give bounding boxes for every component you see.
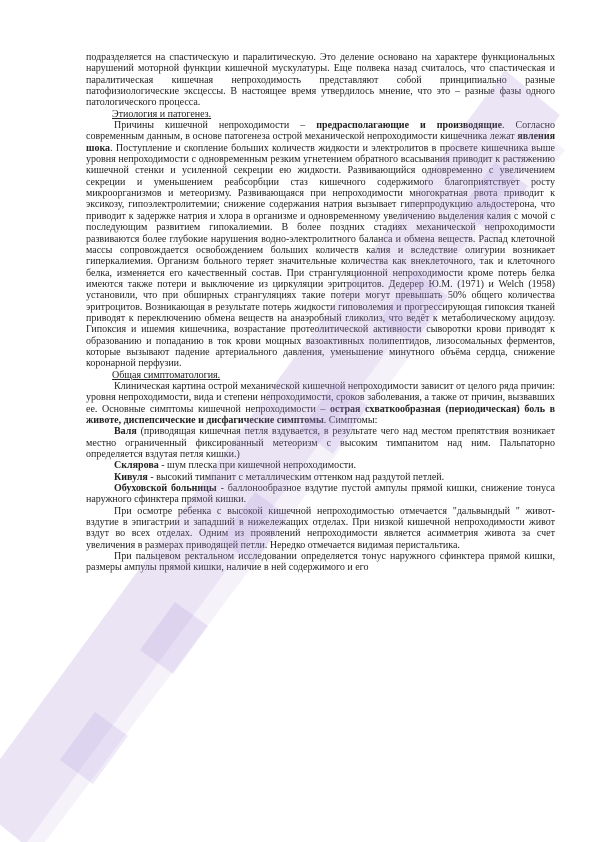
text-run: Клиническая картина острой механической кишечной непроходимости зависит от целого ряда причин: уровня непроходимости, вида и степени непроходимости, сроков заболевания, а также от причин, вызвавших ее. Основные симптомы кишечной непроходимости – — [86, 380, 555, 415]
section-heading-etiology: Этиология и патогенез. — [112, 108, 212, 120]
symptom-paragraph — [86, 426, 555, 460]
symptom-name: Валя — [114, 426, 137, 438]
paragraph: подразделяется на спастическую и паралитическую. Это деление основано на характере функциональных нарушений моторной функции кишечной мускулатуры. Еще полвека назад считалось, что спастическая и паралитическая кишечная непроходимость представляют собой принципиально разные патофизиологические экcцессы. В настоящее время утвердилось мнение, что это – разные фазы одного патологического процесса. — [86, 52, 555, 109]
section-heading-symptoms: Общая симптоматология. — [112, 369, 221, 381]
text-run: - высокий тимпанит с металлическим оттенком над раздутой петлей. — [147, 471, 445, 483]
document-body — [86, 52, 555, 574]
text-run: . Симптомы: — [323, 415, 378, 426]
symptom-paragraph — [86, 483, 555, 506]
watermark-letter-2 — [140, 602, 208, 674]
text-run: - шум плеска при кишечной непроходимости. — [158, 460, 356, 472]
symptom-paragraph — [86, 460, 555, 471]
symptom-name: Кивуля — [114, 471, 148, 483]
text-run: (приводящая кишечная петля вздувается, в результате чего над местом препятствия возникает местно ограниченный фиксированный метеоризм с высоким тимпанитом над ним. Пальпаторно определяется вздутая петля кишки.) — [86, 426, 555, 461]
symptom-name: Склярова — [114, 460, 159, 472]
paragraph: При пальцевом ректальном исследовании определяется тонус наружного сфинктера прямой кишки, размеры ампулы прямой кишки, наличие в ней содержимого и его — [86, 551, 555, 574]
text-run: . Согласно современным данным, в основе патогенеза острой механической непроходимости кишечника лежат — [86, 120, 555, 143]
text-run: . Поступление и скопление больших количеств жидкости и электролитов в просвете кишечника выше уровня непроходимости с одновременным резким угнетением обратного всасывания приводит к растяжению кишечной стенки и усиленной секреции ею жидкости. Развивающийся одновременно с увеличением секреции и уменьшением реабсорбции стаз кишечного содержимого благоприятствует росту микроорганизмов и метеоризму. Развивающаяся при непроходимости многократная рвота приводит к эксикозу, гипоэлектролитемии; снижение содержания натрия вызывает гиперпродукцию альдостерона, что приводит к задержке натрия и хлора в организме и одновременному увеличению выделения калия с мочой с последующим развитием гипокалиемии. В более поздних стадиях механической непроходимости развиваются более глубокие нарушения водно-электролитного баланса и обмена веществ. Распад клеточной массы сопровождается освобождением больших количеств калия и вследствие олигурии возникает гиперкалиемия. Организм больного теряет значительные количества как внеклеточного, так и клеточного белка, изменяется его качественный состав. При странгуляционной непроходимости кроме потерь белка имеются также потери и выключение из циркуляции эритроцитов. Дедерер Ю.М. (1971) и Welch (1958) установили, что при обширных странгуляциях такие потери могут превышать 50% общего количества эритроцитов. Возникающая в результате потерь жидкости гиповолемия и прогрессирующая гипоксия тканей приводят к переключению обмена веществ на анаэробный гликолиз, что ведёт к метаболическому ацидозу. Гипоксия и ишемия кишечника, возрастание протеолитической активности сыворотки крови приводят к образованию и попаданию в ток крови мощных вазоактивных полипептидов, лизосомальных ферментов, которые вызывают падение артериального давления, уменьшение минутного объёма сердца, снижение коронарной перфузии. — [86, 142, 555, 370]
paragraph — [86, 381, 555, 426]
symptom-name: Обуховской больницы — [114, 483, 217, 495]
paragraph: При осмотре ребенка с высокой кишечной непроходимостью отмечается "дальвындый " живот-вздутие в эпигастрии и западший в нижележащих отделах. При низкой кишечной непроходимости живот вздут во всех отделах. Одним из проявлений непроходимости является асимметрия живота за счет увеличения в размерах приводящей петли. Нередко отмечается видимая перистальтика. — [86, 505, 555, 551]
text-run: - баллонообразное вздутие пустой ампулы прямой кишки, снижение тонуса наружного сфинктера прямой кишки. — [86, 483, 555, 506]
watermark-letter-1 — [60, 712, 128, 784]
bold-term: явления шока — [86, 131, 555, 154]
paragraph — [86, 120, 555, 370]
bold-term: предрасполагающие и производящие — [316, 120, 503, 132]
symptom-paragraph — [86, 472, 555, 483]
bold-term: острая схваткообразная (периодическая) боль в животе, диспепсические и дисфагические симптомы — [86, 403, 555, 426]
text-run: Причины кишечной непроходимости – — [114, 120, 317, 132]
